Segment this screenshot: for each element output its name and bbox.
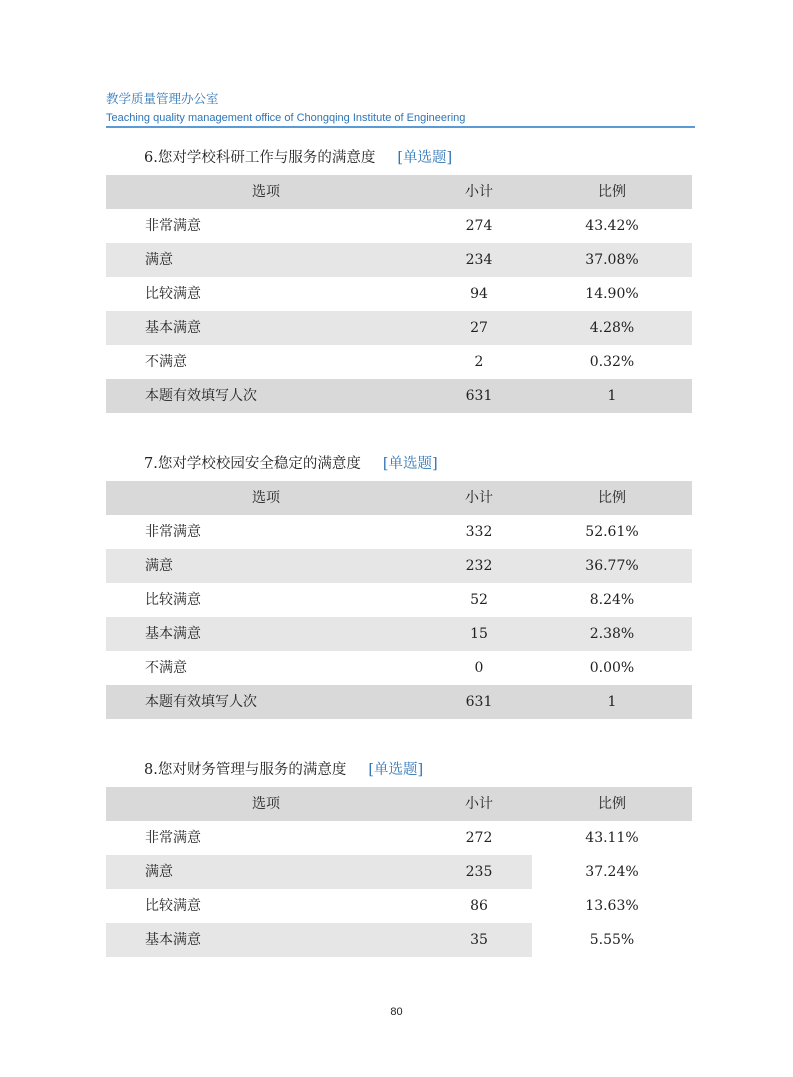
count-cell: 2 (474, 354, 484, 370)
question-8 (106, 753, 692, 957)
table-row (106, 617, 692, 651)
option-cell: 比较满意 (145, 286, 201, 302)
column-header-count: 小计 (426, 787, 532, 821)
count-cell: 15 (426, 617, 532, 651)
column-header-count: 小计 (426, 175, 532, 209)
option-cell: 不满意 (145, 354, 187, 370)
count-cell: 274 (465, 218, 493, 234)
count-cell: 332 (465, 524, 493, 540)
ratio-cell: 37.08% (532, 243, 692, 277)
table-row (106, 855, 692, 889)
total-count-cell: 631 (426, 685, 532, 719)
table-row (106, 583, 692, 617)
total-ratio-cell: 1 (532, 685, 692, 719)
header-title-en: Teaching quality management office of Chongqing Institute of Engineering (106, 112, 466, 124)
option-cell: 非常满意 (145, 524, 201, 540)
ratio-cell: 8.24% (589, 592, 635, 608)
column-header-option: 选项 (106, 481, 426, 515)
count-cell: 94 (470, 286, 488, 302)
question-type-tag: [单选题] (382, 456, 438, 472)
header-rule (106, 126, 695, 128)
page-number: 80 (390, 1006, 403, 1018)
ratio-cell: 43.42% (585, 218, 639, 234)
column-header-ratio: 比例 (532, 481, 692, 515)
page-header (106, 90, 695, 128)
table-row (106, 209, 692, 243)
ratio-cell: 52.61% (585, 524, 639, 540)
table-header (106, 175, 692, 209)
option-cell: 非常满意 (145, 218, 201, 234)
question-title (106, 753, 692, 787)
option-cell: 基本满意 (106, 311, 426, 345)
ratio-cell: 5.55% (532, 923, 692, 957)
count-cell: 35 (426, 923, 532, 957)
table-row (106, 821, 692, 855)
question-7 (106, 447, 692, 719)
count-cell: 234 (426, 243, 532, 277)
column-header-option: 选项 (106, 175, 426, 209)
total-label-cell: 本题有效填写人次 (106, 685, 426, 719)
count-cell: 0 (474, 660, 484, 676)
count-cell: 86 (470, 898, 488, 914)
table-row (106, 345, 692, 379)
ratio-cell: 13.63% (585, 898, 639, 914)
question-title (106, 447, 692, 481)
option-cell: 不满意 (145, 660, 187, 676)
total-count-cell: 631 (426, 379, 532, 413)
question-title (106, 141, 692, 175)
ratio-cell: 14.90% (585, 286, 639, 302)
ratio-cell: 4.28% (532, 311, 692, 345)
table-row (106, 243, 692, 277)
column-header-option: 选项 (106, 787, 426, 821)
count-cell: 272 (465, 830, 493, 846)
table-row (106, 889, 692, 923)
option-cell: 基本满意 (106, 923, 426, 957)
count-cell: 235 (426, 855, 532, 889)
question-text: 6.您对学校科研工作与服务的满意度 (144, 150, 376, 166)
table-header (106, 481, 692, 515)
header-title-cn: 教学质量管理办公室 (106, 91, 219, 106)
question-type-tag: [单选题] (397, 150, 453, 166)
ratio-cell: 2.38% (532, 617, 692, 651)
table-row (106, 549, 692, 583)
table-total-row (106, 379, 692, 413)
ratio-cell: 37.24% (532, 855, 692, 889)
count-cell: 27 (426, 311, 532, 345)
option-cell: 满意 (106, 549, 426, 583)
option-cell: 比较满意 (145, 592, 201, 608)
count-cell: 52 (470, 592, 488, 608)
table-row (106, 515, 692, 549)
table-row (106, 277, 692, 311)
question-type-tag: [单选题] (368, 762, 424, 778)
option-cell: 基本满意 (106, 617, 426, 651)
table-total-row (106, 685, 692, 719)
ratio-cell: 43.11% (585, 830, 639, 846)
option-cell: 满意 (106, 243, 426, 277)
question-text: 7.您对学校校园安全稳定的满意度 (144, 456, 361, 472)
option-cell: 比较满意 (145, 898, 201, 914)
total-ratio-cell: 1 (532, 379, 692, 413)
question-text: 8.您对财务管理与服务的满意度 (144, 762, 347, 778)
option-cell: 满意 (106, 855, 426, 889)
total-label-cell: 本题有效填写人次 (106, 379, 426, 413)
column-header-count: 小计 (426, 481, 532, 515)
option-cell: 非常满意 (145, 830, 201, 846)
ratio-cell: 36.77% (532, 549, 692, 583)
ratio-cell: 0.00% (589, 660, 635, 676)
question-6 (106, 141, 692, 413)
ratio-cell: 0.32% (589, 354, 635, 370)
column-header-ratio: 比例 (532, 787, 692, 821)
count-cell: 232 (426, 549, 532, 583)
column-header-ratio: 比例 (532, 175, 692, 209)
table-row (106, 311, 692, 345)
table-row (106, 651, 692, 685)
table-row (106, 923, 692, 957)
table-header (106, 787, 692, 821)
